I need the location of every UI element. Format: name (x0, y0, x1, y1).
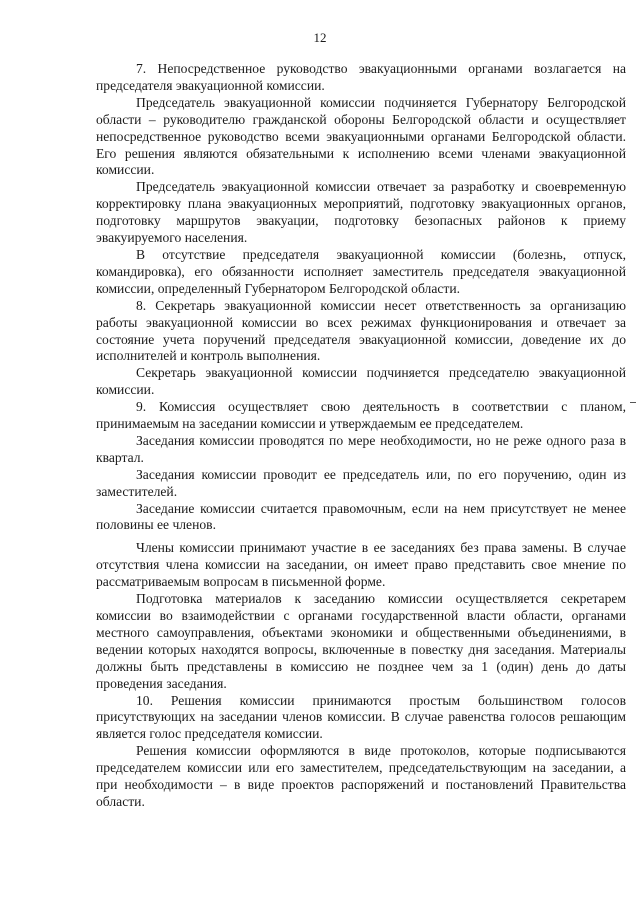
paragraph-9-activity: 9. Комиссия осуществляет свою деятельность в соответствии с планом, принимаемым на заседании комиссии и утверждаемым ее председателем. (96, 399, 626, 432)
paragraph-chairman-absence: В отсутствие председателя эвакуационной комиссии (болезнь, отпуск, командировка), его обязанности исполняет заместитель председателя эвакуационной комиссии, определенный Губернатором Белгородской области. (96, 246, 626, 296)
paragraph-8-secretary: 8. Секретарь эвакуационной комиссии несет ответственность за организацию работы эвакуационной комиссии во всех режимах функционирования и отвечает за состояние учета поручений председателя эвакуационной комиссии, доведение их до исполнителей и контроль выполнения. (96, 297, 626, 364)
paragraph-7-leadership: 7. Непосредственное руководство эвакуационными органами возлагается на председателя эвакуационной комиссии. (96, 61, 626, 93)
document-body (96, 61, 626, 811)
paragraph-materials-preparation: Подготовка материалов к заседанию комиссии осуществляется секретарем комиссии во взаимодействии с органами государственной власти области, органами местного самоуправления, объектами экономики и общественными объединениями, в ведении которых находятся вопросы, включенные в повестку дня заседания. Материалы должны быть представлены в комиссию не позднее чем за 1 (один) день до даты проведения заседания. (96, 591, 626, 691)
paragraph-decisions-format: Решения комиссии оформляются в виде протоколов, которые подписываются председателем комиссии или его заместителем, председательствующим на заседании, а при необходимости – в виде проектов распоряжений и постановлений Правительства области. (96, 743, 626, 809)
paragraph-meeting-quorum: Заседание комиссии считается правомочным, если на нем присутствует не менее половины ее членов. (96, 500, 626, 533)
scan-edge-mark (630, 402, 636, 403)
paragraph-chairman-responsibility: Председатель эвакуационной комиссии отвечает за разработку и своевременную корректировку плана эвакуационных мероприятий, подготовку эвакуационных органов, подготовку маршрутов эвакуации, подготовку безопасных районов к приему эвакуируемого населения. (96, 179, 626, 246)
paragraph-meetings-chair: Заседания комиссии проводит ее председатель или, по его поручению, один из заместителей. (96, 466, 626, 499)
paragraph-10-decisions: 10. Решения комиссии принимаются простым большинством голосов присутствующих на заседании членов комиссии. В случае равенства голосов решающим является голос председателя комиссии. (96, 692, 626, 742)
paragraph-members-participation: Члены комиссии принимают участие в ее заседаниях без права замены. В случае отсутствия члена комиссии на заседании, он имеет право представить свое мнение по рассматриваемым вопросам в письменной форме. (96, 540, 626, 590)
paragraph-chairman-subordination: Председатель эвакуационной комиссии подчиняется Губернатору Белгородской области – руководителю гражданской обороны Белгородской области и осуществляет непосредственное руководство всеми эвакуационными органами Белгородской области. Его решения являются обязательными к исполнению всеми членами эвакуационной комиссии. (96, 94, 626, 178)
page-number: 12 (313, 30, 327, 45)
paragraph-secretary-subordination: Секретарь эвакуационной комиссии подчиняется председателю эвакуационной комиссии. (96, 365, 626, 398)
paragraph-meetings-frequency: Заседания комиссии проводятся по мере необходимости, но не реже одного раза в квартал. (96, 432, 626, 465)
